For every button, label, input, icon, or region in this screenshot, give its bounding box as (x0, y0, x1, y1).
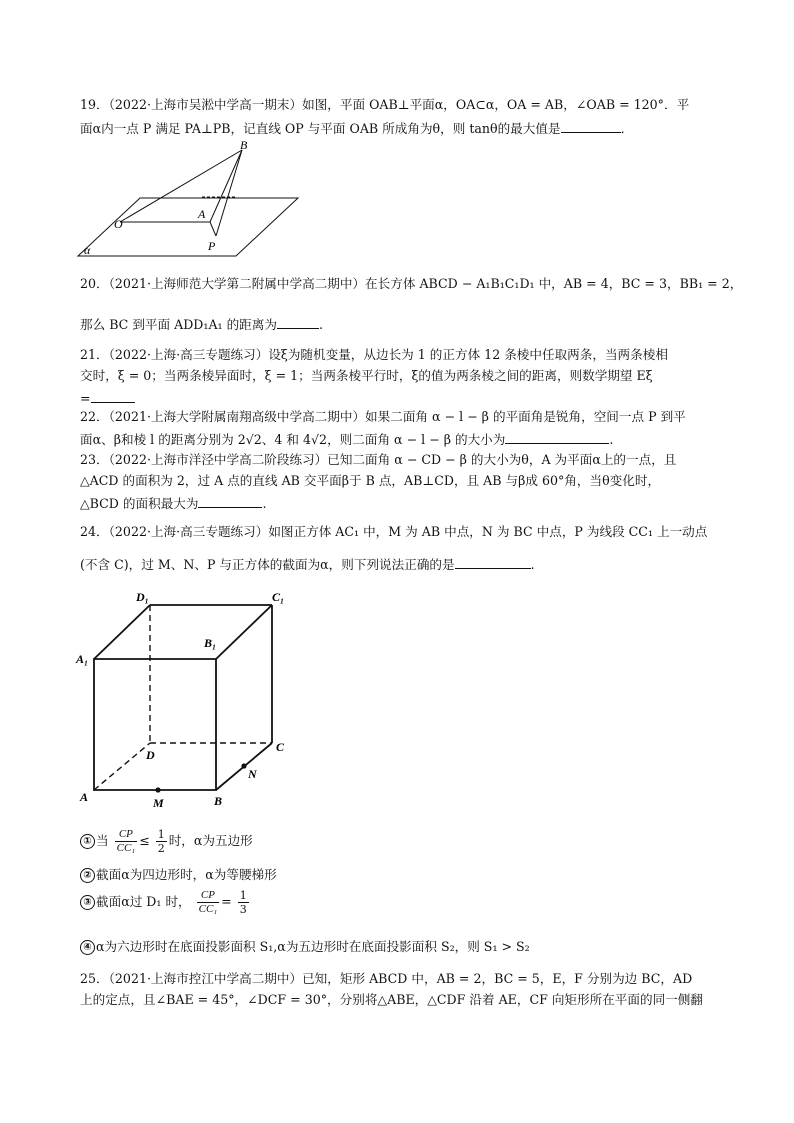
label-B: B (240, 140, 248, 152)
q20-line1: 20．（2021·上海师范大学第二附属中学高二期中）在长方体 ABCD − A₁B₁C₁D₁ 中，AB = 4，BC = 3，BB₁ = 2， (80, 276, 743, 291)
q23-line1: 23．（2022·上海市洋泾中学高二阶段练习）已知二面角 α − CD − β 的大小为θ，A 为平面α上的一点，且 (80, 452, 677, 467)
q21-eq: = (80, 391, 91, 406)
q24-line2 (80, 554, 535, 574)
option-3-n2: 1 (239, 889, 247, 902)
q23-answer-blank (198, 493, 262, 508)
q22-end: . (609, 432, 614, 447)
label-P: P (208, 239, 216, 253)
option-1-post: 时，α为五边形 (168, 833, 253, 848)
label-alpha: α (84, 243, 91, 257)
option-1-den: CC₁ (116, 842, 136, 854)
q21-answer-blank (91, 388, 135, 403)
q21-line2: 交时，ξ = 0；当两条棱异面时，ξ = 1；当两条棱平行时，ξ的值为两条棱之间的距离，则数学期望 Eξ (80, 368, 653, 383)
q24-text: (不含 C)，过 M、N、P 与正方体的截面为α，则下列说法正确的是 (80, 557, 455, 572)
q19-line1: 19．（2022·上海市吴淞中学高一期末）如图，平面 OAB⊥平面α，OA⊂α，OA = AB，∠OAB = 120°．平 (80, 97, 690, 112)
q24-option-2 (80, 866, 277, 884)
option-3-pre: 截面α过 D₁ 时， (96, 894, 191, 909)
option-1-d2: 2 (157, 842, 165, 855)
label-O: O (114, 217, 123, 231)
q19-figure (70, 140, 310, 260)
q21-line3 (80, 388, 135, 408)
option-3-d2: 3 (239, 903, 247, 916)
label-A: A (80, 790, 89, 804)
q23-end: . (262, 496, 267, 511)
q24-option-1 (80, 826, 253, 856)
option-1-num: CP (115, 828, 138, 842)
q20-answer-blank (277, 314, 319, 329)
label-A: A (198, 207, 206, 221)
q20-end: . (318, 317, 323, 332)
option-4-text: α为六边形时在底面投影面积 S₁,α为五边形时在底面投影面积 S₂，则 S₁ > S₂ (96, 939, 530, 954)
q24-option-4 (80, 938, 530, 956)
option-3-num: CP (197, 889, 220, 903)
option-3-fraction-2 (238, 889, 249, 916)
option-3-den: CC₁ (198, 903, 218, 915)
q24-line1: 24．（2022·上海·高三专题练习）如图正方体 AC₁ 中，M 为 AB 中点，N 为 BC 中点，P 为线段 CC₁ 上一动点 (80, 524, 708, 539)
point-M (155, 787, 160, 792)
q24-answer-blank (455, 554, 531, 569)
q24-option-3 (80, 884, 251, 920)
option-2-marker: ② (80, 868, 95, 883)
option-4-marker: ④ (80, 940, 95, 955)
option-1-fraction-2 (156, 828, 167, 855)
label-D: D (146, 748, 155, 762)
option-3-marker: ③ (80, 895, 95, 910)
q22-line2 (80, 429, 613, 449)
q24-end: . (530, 557, 535, 572)
label-D1: D₁ (136, 590, 149, 604)
label-M: M (153, 796, 164, 810)
plane-alpha (78, 198, 298, 256)
label-A1: A₁ (76, 652, 89, 666)
q25-line1: 25．（2021·上海市控江中学高二期中）已知，矩形 ABCD 中，AB = 2，BC = 5，E，F 分别为边 BC，AD (80, 971, 693, 986)
point-N (241, 763, 246, 768)
q19-answer-blank (561, 118, 621, 133)
q21-line1: 21．（2022·上海·高三专题练习）设ξ为随机变量，从边长为 1 的正方体 12 条棱中任取两条，当两条棱相 (80, 347, 668, 362)
q24-cube-figure (72, 585, 302, 810)
label-N: N (248, 767, 257, 781)
label-C1: C₁ (272, 590, 285, 604)
label-C: C (276, 740, 285, 754)
q20-line2 (80, 314, 323, 334)
q23-text: △BCD 的面积最大为 (80, 496, 199, 511)
option-1-marker: ① (80, 834, 95, 849)
option-1-rel: ≤ (139, 833, 150, 848)
q19-line2 (80, 118, 633, 138)
q20-text: 那么 BC 到平面 ADD₁A₁ 的距离为 (80, 317, 277, 332)
label-B1: B₁ (204, 636, 217, 650)
option-1-fraction (115, 828, 138, 855)
q22-answer-blank (505, 429, 609, 444)
label-B: B (214, 794, 223, 808)
q23-line3 (80, 493, 267, 513)
q22-text: 面α、β和棱 l 的距离分别为 2√2、4 和 4√2，则二面角 α − l − β 的大小为 (80, 432, 506, 447)
option-1-n2: 1 (157, 828, 165, 841)
q22-line1: 22．（2021·上海大学附属南翔高级中学高二期中）如果二面角 α − l − β 的平面角是锐角，空间一点 P 到平 (80, 409, 686, 424)
option-2-text: 截面α为四边形时，α为等腰梯形 (96, 867, 277, 882)
option-3-fraction (197, 889, 220, 916)
q23-line2: △ACD 的面积为 2，过 A 点的直线 AB 交平面β于 B 点，AB⊥CD，且 AB 与β成 60°角，当θ变化时， (80, 473, 661, 488)
option-3-eq: = (221, 894, 232, 909)
q19-end: ． (620, 121, 634, 136)
option-1-pre: 当 (96, 833, 109, 848)
q19-text: 面α内一点 P 满足 PA⊥PB，记直线 OP 与平面 OAB 所成角为θ，则 tanθ的最大值是 (80, 121, 561, 136)
q25-line2: 上的定点，且∠BAE = 45°，∠DCF = 30°，分别将△ABE，△CDF 沿着 AE，CF 向矩形所在平面的同一侧翻 (80, 992, 703, 1007)
